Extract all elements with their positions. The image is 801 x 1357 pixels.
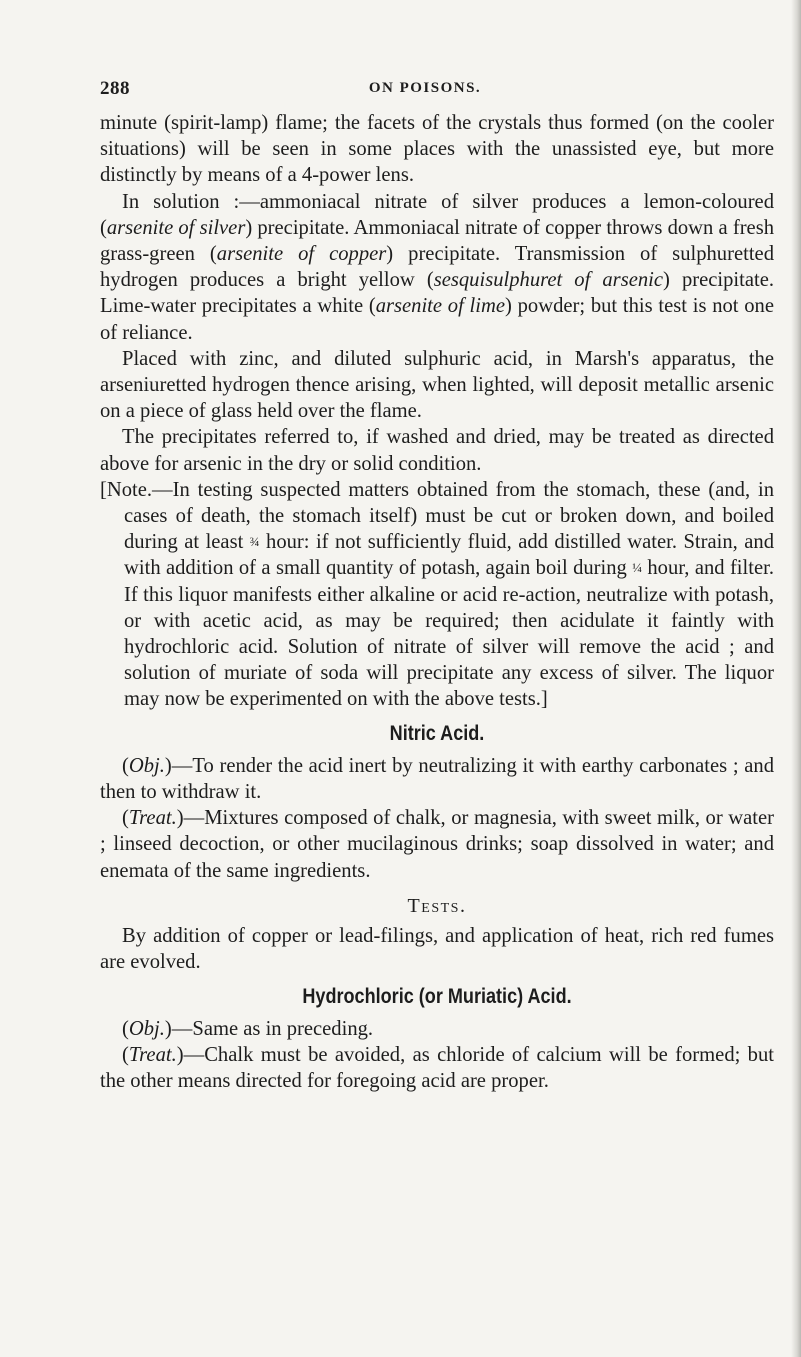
paragraph: (Obj.)—Same as in preceding. xyxy=(122,1017,374,1040)
paragraph: minute (spirit-lamp) flame; the facets of the crystals thus formed (on the cooler situations) will be seen in some places with the unassisted eye, but more distinctly by means of a 4-power lens. xyxy=(100,112,774,187)
paragraph: The precipitates referred to, if washed and dried, may be treated as directed above for arsenic in the dry or solid condition. xyxy=(100,426,774,475)
page-edge-shadow xyxy=(791,0,801,1357)
body-text xyxy=(100,110,774,1094)
paragraph: Placed with zinc, and diluted sulphuric acid, in Marsh's apparatus, the arseniuretted hydrogen thence arising, when lighted, will deposit metallic arsenic on a piece of glass held over the flame. xyxy=(100,347,774,423)
page-number: 288 xyxy=(100,78,130,99)
section-heading-hydrochloric-acid: Hydrochloric (or Muriatic) Acid. xyxy=(302,984,572,1008)
note-paragraph: [Note.—In testing suspected matters obtained from the stomach, these (and, in cases of death, the stomach itself) must be cut or broken down, and boiled during at least ¾ hour: if not sufficiently fluid, add distilled water. Strain, and with addition of a small quantity of potash, again boil during ¼ hour, and filter. If this liquor manifests either alkaline or acid re-action, neutralize with potash, or with acetic acid, as may be required; then acidulate it faintly with hydrochloric acid. Solution of nitrate of silver will remove the acid ; and solution of muriate of soda will precipitate any excess of silver. The liquor may now be experimented on with the above tests.] xyxy=(100,478,774,711)
paragraph: (Obj.)—To render the acid inert by neutralizing it with earthy carbonates ; and then to withdraw it. xyxy=(100,754,774,804)
section-subheading-tests: Tests. xyxy=(407,894,467,917)
section-heading-nitric-acid: Nitric Acid. xyxy=(389,721,485,745)
page-header xyxy=(100,78,750,106)
paragraph: In solution :—ammoniacal nitrate of silver produces a lemon-coloured (arsenite of silver) precipitate. Ammoniacal nitrate of copper throws down a fresh grass-green (arsenite of copper) precipitate. Transmission of sulphuretted hydrogen produces a bright yellow (sesquisulphuret of arsenic) precipitate. Lime-water precipitates a white (arsenite of lime) powder; but this test is not one of reliance. xyxy=(100,190,775,344)
paragraph: By addition of copper or lead-filings, and application of heat, rich red fumes are evolved. xyxy=(100,925,774,974)
paragraph: (Treat.)—Chalk must be avoided, as chloride of calcium will be formed; but the other means directed for foregoing acid are proper. xyxy=(100,1043,774,1093)
running-head: ON POISONS. xyxy=(368,80,482,96)
paragraph: (Treat.)—Mixtures composed of chalk, or magnesia, with sweet milk, or water ; linseed decoction, or other mucilaginous drinks; soap dissolved in water; and enemata of the same ingredients. xyxy=(100,807,774,882)
